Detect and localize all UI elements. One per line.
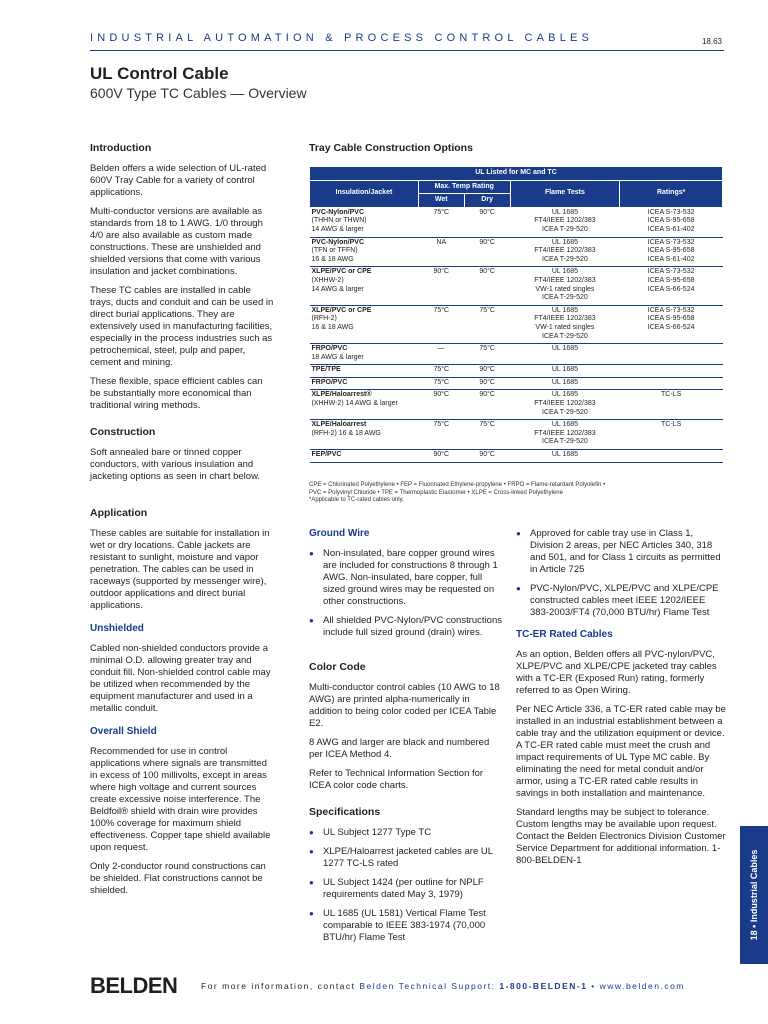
list-item: ● PVC-Nylon/PVC, XLPE/PVC and XLPE/CPE constructed cables meet IEEE 1202/IEEE 383-2003/FT4 (70,000 BTU/hr) Flame Test	[516, 583, 726, 619]
cell-flame: UL 1685	[510, 377, 620, 390]
cell-ratings: TC-LS	[620, 420, 723, 450]
tray-cable-table	[309, 166, 723, 463]
footer-separator: •	[587, 981, 600, 991]
table-row	[310, 420, 723, 450]
side-tab-label: 18 • Industrial Cables	[749, 849, 759, 941]
application-text: These cables are suitable for installation in wet or dry locations. Cable jackets are resistant to sunlight, moisture and vapor penetration. The cables can be used in raceways (supported by messenger wire), outdoor applications and direct burial applications.	[90, 528, 270, 611]
insulation-name: FRPO/PVC	[311, 378, 348, 386]
intro-paragraph: Multi-conductor versions are available as standards from 18 to 1 AWG. 1/0 through 4/0 are also available as custom made constructions. These are unshielded and shielded versions that come with various insulation and jacket combinations.	[90, 206, 263, 277]
cell-ratings: ICEA S-73-532 ICEA S-95-658 ICEA S-61-402	[620, 207, 723, 237]
cell-wet: 90°C	[418, 267, 464, 305]
left-column	[90, 142, 275, 904]
color-code-text: 8 AWG and larger are black and numbered per ICEA Method 4.	[309, 737, 490, 760]
ground-wire-list	[309, 548, 505, 639]
cell-flame: UL 1685	[510, 344, 620, 365]
intro-paragraph: These TC cables are installed in cable trays, ducts and conduit and can be used in direct burial applications. They are extensively used in manufacturing facilities, especially in the process industries such as petrochemical, steel, pulp and paper, cement and mining.	[90, 285, 274, 368]
table-row	[310, 365, 723, 378]
intro-paragraph: Belden offers a wide selection of UL-rated 600V Tray Cable for a variety of control applications.	[90, 163, 267, 198]
insulation-name: PVC-Nylon/PVC	[311, 208, 365, 216]
footer-phone: 1-800-BELDEN-1	[499, 981, 588, 991]
table-row	[310, 390, 723, 420]
cell-ratings: TC-LS	[620, 390, 723, 420]
cell-ratings	[620, 377, 723, 390]
insulation-detail: (XHHW-2) 14 AWG & larger	[311, 400, 398, 408]
insulation-detail: (RFH-2) 16 & 18 AWG	[311, 315, 354, 331]
tray-table-heading: Tray Cable Construction Options	[309, 142, 473, 154]
cell-wet: 75°C	[418, 365, 464, 378]
table-row	[310, 237, 723, 267]
insulation-name: TPE/TPE	[311, 366, 341, 374]
cell-flame: UL 1685 FT4/IEEE 1202/383 ICEA T-29-520	[510, 390, 620, 420]
insulation-detail: (THHN or THWN) 14 AWG & larger	[311, 217, 367, 233]
footer-url-link[interactable]: www.belden.com	[599, 981, 685, 991]
list-item: ● Non-insulated, bare copper ground wires are included for constructions 8 through 1 AWG. Non-insulated, bare copper, full sized ground wires may be requested on other constructions.	[309, 548, 505, 608]
construction-text: Soft annealed bare or tinned copper conductors, with various insulation and jacketing options as seen in chart below.	[90, 447, 261, 482]
cell-insulation	[310, 344, 419, 365]
cell-flame: UL 1685	[510, 450, 620, 463]
col-wet: Wet	[418, 194, 464, 208]
col-dry: Dry	[464, 194, 510, 208]
unshielded-heading: Unshielded	[90, 623, 144, 634]
insulation-name: XLPE/PVC or CPE	[311, 268, 372, 276]
overall-shield-heading: Overall Shield	[90, 726, 157, 737]
col-ratings: Ratings*	[620, 180, 723, 207]
table-row	[310, 344, 723, 365]
cell-dry: 75°C	[464, 344, 510, 365]
cell-dry: 90°C	[464, 390, 510, 420]
col-max-temp: Max. Temp Rating	[418, 180, 510, 194]
introduction-heading: Introduction	[90, 142, 152, 154]
tc-er-text: Per NEC Article 336, a TC-ER rated cable may be installed in an industrial establishment between a cable tray and the utilization equipment or device. A TC-ER rated cable must meet the crush and impact requirements of UL Type MC cable. By eliminating the need for metal conduit and/or armor, using a TC-ER rated cable results in savings in both installation and maintenance.	[516, 704, 726, 799]
footer-support: Belden Technical Support:	[359, 981, 500, 991]
cell-wet: 75°C	[418, 207, 464, 237]
cell-dry: 90°C	[464, 207, 510, 237]
belden-logo: BELDEN	[90, 973, 178, 998]
list-item: ● All shielded PVC-Nylon/PVC constructions include full sized ground (drain) wires.	[309, 615, 505, 639]
cell-wet: NA	[418, 237, 464, 267]
cell-flame: UL 1685 FT4/IEEE 1202/383 ICEA T-29-520	[510, 207, 620, 237]
cell-dry: 90°C	[464, 365, 510, 378]
application-heading: Application	[90, 507, 148, 519]
insulation-detail: (TFN or TFFN) 16 & 18 AWG	[311, 247, 358, 263]
tc-er-text: As an option, Belden offers all PVC-nylon/PVC, XLPE/PVC and XLPE/CPE jacketed tray cables with a TC-ER (Exposed Run) rating, formerly referred to as Open Wiring.	[516, 649, 717, 696]
list-item: ● UL 1685 (UL 1581) Vertical Flame Test comparable to IEEE 383-1974 (70,000 BTU/hr) Flame Test	[309, 908, 505, 944]
table-row	[310, 450, 723, 463]
insulation-name: XLPE/PVC or CPE	[311, 306, 372, 314]
footnote-line: *Applicable to TC-rated cables only.	[309, 497, 404, 503]
cell-insulation	[310, 267, 419, 305]
cell-dry: 90°C	[464, 237, 510, 267]
cell-ratings: ICEA S-73-532 ICEA S-95-658 ICEA S-66-524	[620, 305, 723, 343]
cell-wet: 90°C	[418, 390, 464, 420]
approvals-list	[516, 528, 726, 619]
specifications-list	[309, 827, 505, 944]
footer-contact	[201, 981, 685, 991]
list-item: ● Approved for cable tray use in Class 1, Division 2 areas, per NEC Articles 340, 318 and 501, and for Class 1 circuits as permitted in Article 725	[516, 528, 726, 576]
col-insulation: Insulation/Jacket	[310, 180, 419, 207]
intro-paragraph: These flexible, space efficient cables can be substantially more economical than traditional wiring methods.	[90, 376, 263, 411]
header-divider	[90, 50, 724, 51]
insulation-detail: (RFH-2) 16 & 18 AWG	[311, 429, 381, 437]
col-flame: Flame Tests	[510, 180, 620, 207]
color-code-text: Refer to Technical Information Section for ICEA color code charts.	[309, 768, 484, 791]
list-item: ● UL Subject 1277 Type TC	[309, 827, 505, 839]
cell-dry: 90°C	[464, 267, 510, 305]
list-item: ● UL Subject 1424 (per outline for NPLF requirements dated May 3, 1979)	[309, 877, 505, 901]
overall-shield-text: Only 2-conductor round constructions can be shielded. Flat constructions cannot be shielded.	[90, 861, 266, 896]
cell-flame: UL 1685 FT4/IEEE 1202/383 ICEA T-29-520	[510, 420, 620, 450]
unshielded-text: Cabled non-shielded conductors provide a minimal O.D. allowing greater tray and conduit fill. Non-shielded control cable may be utilized when recommended by the equipment manufacturer and used in a metallic conduit.	[90, 643, 271, 714]
cell-ratings: ICEA S-73-532 ICEA S-95-658 ICEA S-61-402	[620, 237, 723, 267]
cell-ratings: ICEA S-73-532 ICEA S-95-658 ICEA S-66-524	[620, 267, 723, 305]
ground-wire-heading: Ground Wire	[309, 528, 370, 539]
table-top-header: UL Listed for MC and TC	[310, 167, 723, 181]
cell-insulation	[310, 207, 419, 237]
section-side-tab[interactable]	[740, 826, 768, 964]
footnote-line: PVC = Polyvinyl Chloride • TPE = Thermoplastic Elastomer • XLPE = Cross-linked Polyethylene	[309, 489, 563, 496]
cell-ratings	[620, 344, 723, 365]
tc-er-heading: TC-ER Rated Cables	[516, 629, 613, 640]
page-title: UL Control Cable	[90, 64, 229, 83]
table-row	[310, 305, 723, 343]
cell-flame: UL 1685 FT4/IEEE 1202/383 ICEA T-29-520	[510, 237, 620, 267]
middle-column	[309, 528, 505, 951]
insulation-detail: (XHHW-2) 14 AWG & larger	[311, 276, 364, 293]
insulation-name: FEP/PVC	[311, 451, 342, 459]
specifications-heading: Specifications	[309, 806, 381, 818]
right-column	[516, 528, 726, 874]
cell-insulation	[310, 305, 419, 343]
cell-flame: UL 1685	[510, 365, 620, 378]
footer-lead: For more information, contact	[201, 981, 360, 991]
table-row	[310, 207, 723, 237]
insulation-name: PVC-Nylon/PVC	[311, 238, 365, 246]
cell-flame: UL 1685 FT4/IEEE 1202/383 VW-1 rated singles ICEA T-29-520	[510, 305, 620, 343]
page-subtitle: 600V Type TC Cables — Overview	[90, 85, 307, 101]
cell-wet: 75°C	[418, 377, 464, 390]
table-footnote	[309, 482, 723, 505]
construction-heading: Construction	[90, 426, 156, 438]
cell-wet: 75°C	[418, 420, 464, 450]
cell-dry: 90°C	[464, 450, 510, 463]
tray-table-body	[310, 207, 723, 462]
cell-insulation	[310, 365, 419, 378]
color-code-heading: Color Code	[309, 661, 366, 673]
cell-insulation	[310, 390, 419, 420]
cell-wet: —	[418, 344, 464, 365]
tc-er-text: Standard lengths may be subject to tolerance. Custom lengths may be available upon request. Contact the Belden Electronics Division Customer Service Department for additional information. 1-800-BELDEN-1	[516, 807, 726, 866]
overall-shield-text: Recommended for use in control applications where signals are transmitted in excess of 100 millivolts, except in areas where high voltage and current sources create excessive noise interference. The Beldfoil® shield with drain wire provides 100% coverage for maximum shield effectiveness. Copper tape shield available upon request.	[90, 746, 271, 853]
footnote-line: CPE = Chlorinated Polyethylene • FEP = Fluorinated Ethylene-propylene • FRPO = Flame-retardant Polyolefin •	[309, 482, 606, 488]
cell-insulation	[310, 450, 419, 463]
insulation-name: XLPE/Haloarrest®	[311, 391, 372, 399]
color-code-text: Multi-conductor control cables (10 AWG to 18 AWG) are printed alpha-numerically in addition to being color coded per ICEA Table E2.	[309, 682, 500, 729]
cell-insulation	[310, 420, 419, 450]
insulation-detail: 18 AWG & larger	[311, 353, 364, 361]
insulation-name: XLPE/Haloarrest	[311, 421, 367, 429]
table-row	[310, 377, 723, 390]
cell-dry: 90°C	[464, 377, 510, 390]
cell-insulation	[310, 237, 419, 267]
cell-insulation	[310, 377, 419, 390]
list-item: ● XLPE/Haloarrest jacketed cables are UL 1277 TC-LS rated	[309, 846, 505, 870]
cell-ratings	[620, 450, 723, 463]
header-band: INDUSTRIAL AUTOMATION & PROCESS CONTROL CABLES	[90, 32, 594, 44]
insulation-name: FRPO/PVC	[311, 345, 348, 353]
cell-flame: UL 1685 FT4/IEEE 1202/383 VW-1 rated singles ICEA T-29-520	[510, 267, 620, 305]
cell-ratings	[620, 365, 723, 378]
page-number: 18.63	[701, 37, 722, 46]
cell-dry: 75°C	[464, 420, 510, 450]
table-row	[310, 267, 723, 305]
cell-dry: 75°C	[464, 305, 510, 343]
cell-wet: 90°C	[418, 450, 464, 463]
cell-wet: 75°C	[418, 305, 464, 343]
